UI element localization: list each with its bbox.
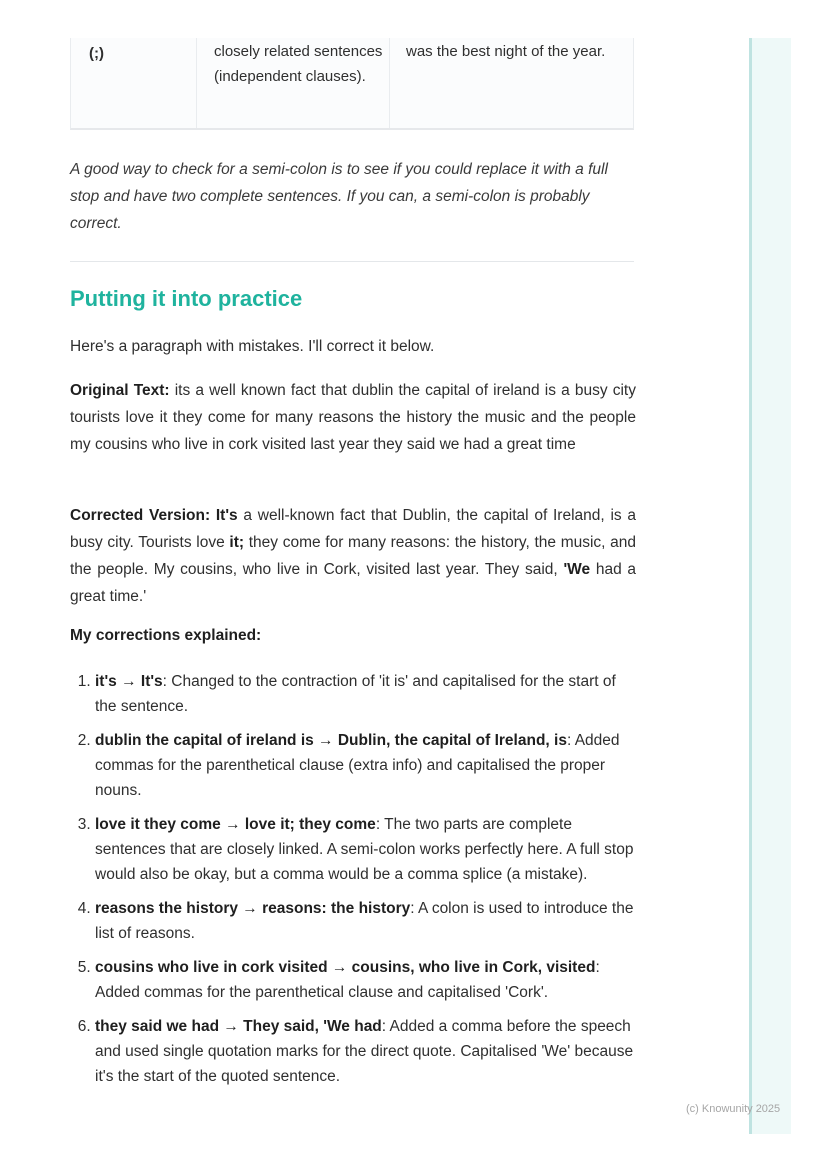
corrected-text-3: had a great time.'	[70, 561, 637, 605]
corrected-text-paragraph	[70, 502, 636, 610]
correction-explanation: : Changed to the contraction of 'it is' and capitalised for the start of the sentence.	[95, 673, 616, 715]
corrected-bold-2: it;	[229, 534, 245, 551]
side-strip	[749, 38, 791, 1134]
corrected-text-2: they come for many reasons: the history, the music, and the people. My cousins, who live in Cork, visited last year. They said,	[70, 534, 637, 578]
corrected-bold-3: 'We	[563, 561, 591, 578]
original-text-paragraph	[70, 377, 636, 458]
correction-explanation: : Added a comma before the speech and used single quotation marks for the direct quote. Capitalised 'We' because it's the start of the quoted sentence.	[95, 1018, 634, 1085]
correction-change: they said we had → They said, 'We had	[95, 1018, 382, 1035]
correction-explanation: : Added commas for the parenthetical clause and capitalised 'Cork'.	[95, 959, 600, 1001]
table-cell-punctuation: (;)	[71, 38, 197, 128]
list-item	[95, 955, 636, 1005]
corrections-list	[70, 669, 636, 1098]
corrected-text-1: a well-known fact that Dublin, the capital of Ireland, is a busy city. Tourists love	[70, 507, 636, 551]
correction-change: love it they come → love it; they come	[95, 816, 376, 833]
correction-change: it's → It's	[95, 673, 163, 690]
table-cell-usage: closely related sentences (independent clauses).	[197, 38, 390, 128]
list-item	[95, 728, 636, 803]
original-label: Original Text:	[70, 382, 170, 399]
intro-paragraph: Here's a paragraph with mistakes. I'll correct it below.	[70, 338, 435, 355]
list-item	[95, 896, 636, 946]
original-text: its a well known fact that dublin the capital of ireland is a busy city tourists love it they come for many reasons the history the music and the people my cousins who live in cork visited last year they said we had a great time	[70, 382, 636, 453]
correction-change: cousins who live in cork visited → cousins, who live in Cork, visited	[95, 959, 596, 976]
section-title: Putting it into practice	[70, 286, 303, 311]
list-item	[95, 1014, 636, 1089]
punctuation-table-row	[70, 38, 634, 130]
corrected-bold-1: It's	[215, 507, 238, 524]
semicolon-tip: A good way to check for a semi-colon is to see if you could replace it with a full stop and have two complete sentences. If you can, a semi-colon is probably correct.	[70, 161, 608, 232]
copyright-footer: (c) Knowunity 2025	[686, 1103, 781, 1115]
correction-change: reasons the history → reasons: the history	[95, 900, 411, 917]
corrections-heading: My corrections explained:	[70, 627, 262, 644]
list-item	[95, 669, 636, 719]
corrected-label: Corrected Version:	[70, 507, 211, 524]
correction-explanation: : Added commas for the parenthetical clause (extra info) and capitalised the proper nouns.	[95, 732, 620, 799]
list-item	[95, 812, 636, 887]
correction-explanation: : A colon is used to introduce the list of reasons.	[95, 900, 634, 942]
correction-explanation: : The two parts are complete sentences that are closely linked. A semi-colon works perfectly here. A full stop would also be okay, but a comma would be a comma splice (a mistake).	[95, 816, 634, 883]
correction-change: dublin the capital of ireland is → Dublin, the capital of Ireland, is	[95, 732, 567, 749]
section-divider	[70, 261, 634, 262]
table-cell-example: was the best night of the year.	[406, 43, 606, 60]
